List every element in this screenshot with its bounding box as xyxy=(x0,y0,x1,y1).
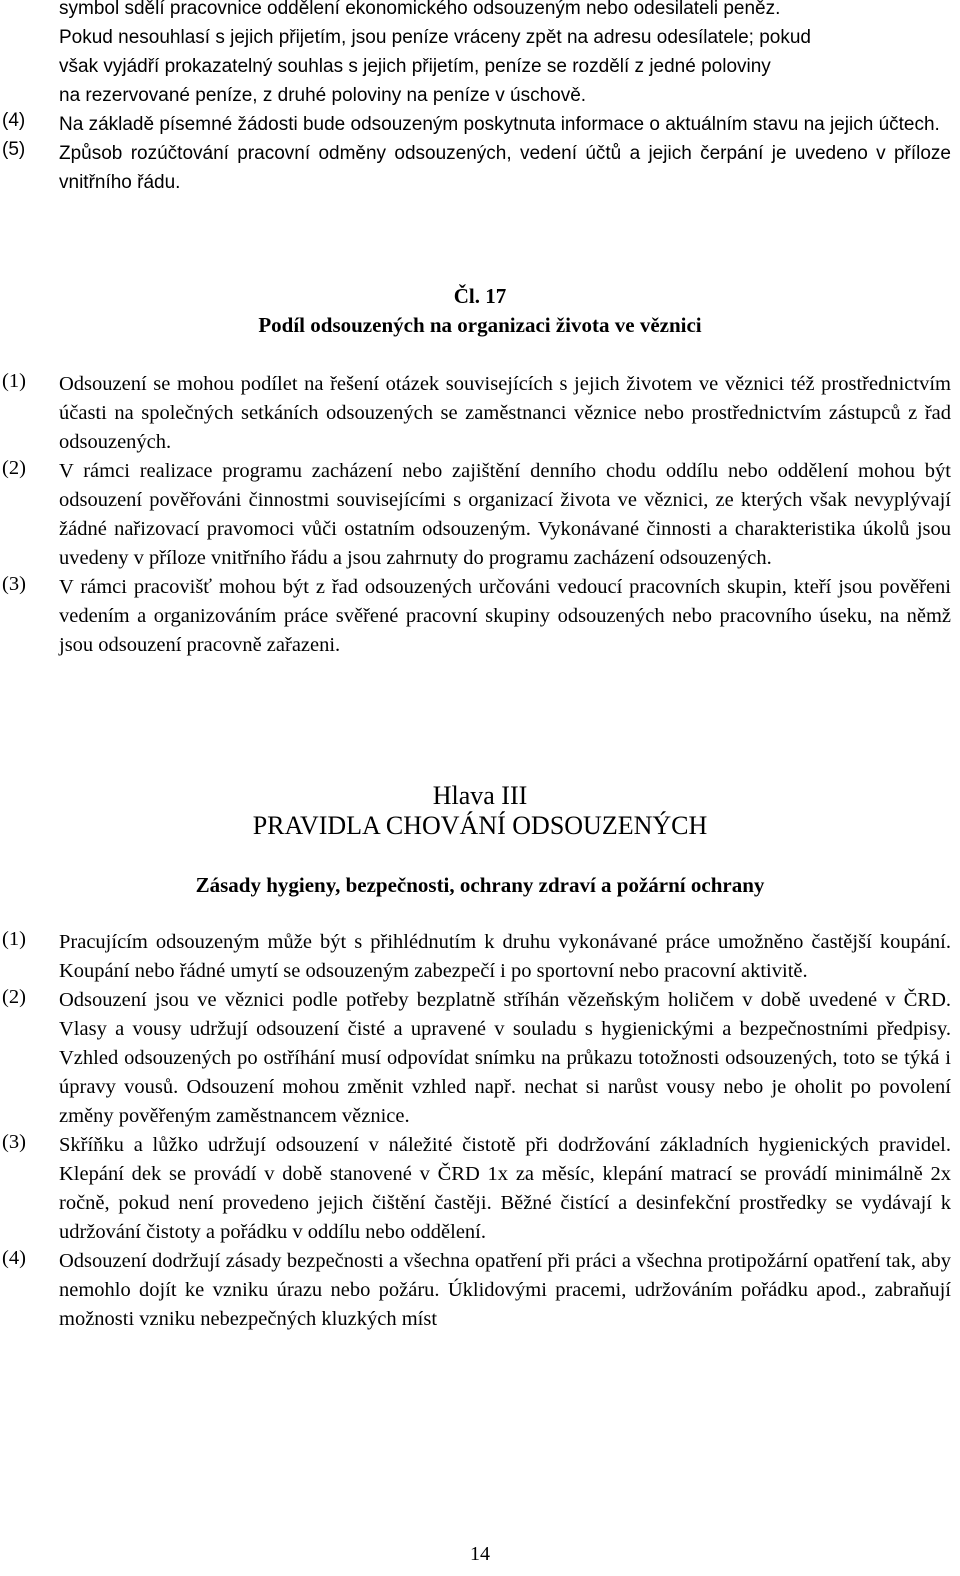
item-text: Odsouzení jsou ve věznici podle potřeby bezplatně stříhán vězeňským holičem v době uvedené v ČRD. Vlasy a vousy udržují odsouzení čisté a upravené v souladu s hygienickými a bezpečnostními předpisy. Vzhled odsouzených po ostříhání musí odpovídat snímku na průkazu totožnosti odsouzených, toto se týká i úpravy vousů. Odsouzení mohou změnit vzhled např. nechat si narůst vousy nebo je oholit po povolení změny pověřeným zaměstnancem věznice. xyxy=(59,989,951,1127)
item-text: V rámci pracovišť mohou být z řad odsouzených určováni vedoucí pracovních skupin, kteří jsou pověřeni vedením a organizováním práce svěřené pracovní skupiny odsouzených nebo pracovního úseku, na němž jsou odsouzení pracovně zařazeni. xyxy=(59,576,951,656)
item-number: (2) xyxy=(2,986,26,1008)
continuation-line: Pokud nesouhlasí s jejich přijetím, jsou peníze vráceny zpět na adresu odesílatele; pokud xyxy=(59,27,812,48)
list-item xyxy=(0,986,960,1131)
list-item xyxy=(0,573,960,660)
continuation-line: symbol sdělí pracovnice oddělení ekonomického odsouzeným nebo odesilateli peněz. xyxy=(59,0,781,19)
list-item xyxy=(0,457,960,573)
list-item xyxy=(0,1247,960,1334)
item-number: (1) xyxy=(2,928,26,950)
section-subtitle: Zásady hygieny, bezpečnosti, ochrany zdraví a požární ochrany xyxy=(195,873,765,897)
list-item xyxy=(0,110,960,139)
item-number: (2) xyxy=(2,457,26,479)
item-number: (4) xyxy=(2,1247,26,1269)
page-number: 14 xyxy=(470,1543,490,1565)
item-number: (3) xyxy=(2,1131,26,1153)
chapter-title: PRAVIDLA CHOVÁNÍ ODSOUZENÝCH xyxy=(252,811,708,840)
continuation-paragraph xyxy=(0,0,960,110)
item-number: (3) xyxy=(2,573,26,595)
chapter-heading: Hlava III xyxy=(432,781,528,810)
chapter-items xyxy=(0,928,960,1334)
item-text: Pracujícím odsouzeným může být s přihlédnutím k druhu vykonávané práce umožněno častější koupání. Koupání nebo řádné umytí se odsouzeným zabezpečí i po sportovní nebo pracovní aktivitě. xyxy=(59,931,951,982)
item-text: Odsouzení se mohou podílet na řešení otázek souvisejících s jejich životem ve věznici též prostřednictvím účasti na společných setkáních odsouzených se zaměstnanci věznice nebo prostřednictvím zástupců z řad odsouzených. xyxy=(59,373,951,453)
list-item xyxy=(0,1131,960,1247)
item-number: (5) xyxy=(2,139,26,160)
continuation-line: na rezervované peníze, z druhé poloviny na peníze v úschově. xyxy=(59,85,587,106)
item-text: Způsob rozúčtování pracovní odměny odsouzených, vedení účtů a jejich čerpání je uvedeno v příloze vnitřního řádu. xyxy=(59,143,951,193)
item-text: V rámci realizace programu zacházení nebo zajištění denního chodu oddílu nebo oddělení mohou být odsouzení pověřováni činnostmi souvisejícími s organizací života ve věznici, ze kterých však nevyplývají žádné nařizovací pravomoci vůči ostatním odsouzeným. Vykonávané činnosti a charakteristika úkolů jsou uvedeny v příloze vnitřního řádu a jsou zahrnuty do programu zacházení odsouzených. xyxy=(59,460,951,569)
list-item xyxy=(0,370,960,457)
upper-items xyxy=(0,110,960,197)
item-text: Skříňku a lůžko udržují odsouzení v náležité čistotě při dodržování základních hygienických pravidel. Klepání dek se provádí v době stanovené v ČRD 1x za měsíc, klepání matrací se provádí minimálně 2x ročně, pokud není provedeno jejich čištění častěji. Běžné čistící a desinfekční prostředky se vydávají k udržování čistoty a pořádku v oddílu nebo oddělení. xyxy=(59,1134,951,1243)
article-title: Podíl odsouzených na organizaci života ve věznici xyxy=(258,313,702,337)
list-item xyxy=(0,928,960,986)
continuation-line: však vyjádří prokazatelný souhlas s jejich přijetím, peníze se rozdělí z jedné poloviny xyxy=(59,56,771,77)
item-number: (1) xyxy=(2,370,26,392)
item-text: Na základě písemné žádosti bude odsouzeným poskytnuta informace o aktuálním stavu na jejich účtech. xyxy=(59,114,940,135)
item-number: (4) xyxy=(2,110,26,131)
article-number: Čl. 17 xyxy=(453,284,507,308)
item-text: Odsouzení dodržují zásady bezpečnosti a všechna opatření při práci a všechna protipožární opatření tak, aby nemohlo dojít ke vzniku úrazu nebo požáru. Úklidovými pracemi, udržováním pořádku apod., zabraňují možnosti vzniku nebezpečných kluzkých míst xyxy=(59,1250,951,1330)
list-item xyxy=(0,139,960,197)
article-items xyxy=(0,370,960,660)
